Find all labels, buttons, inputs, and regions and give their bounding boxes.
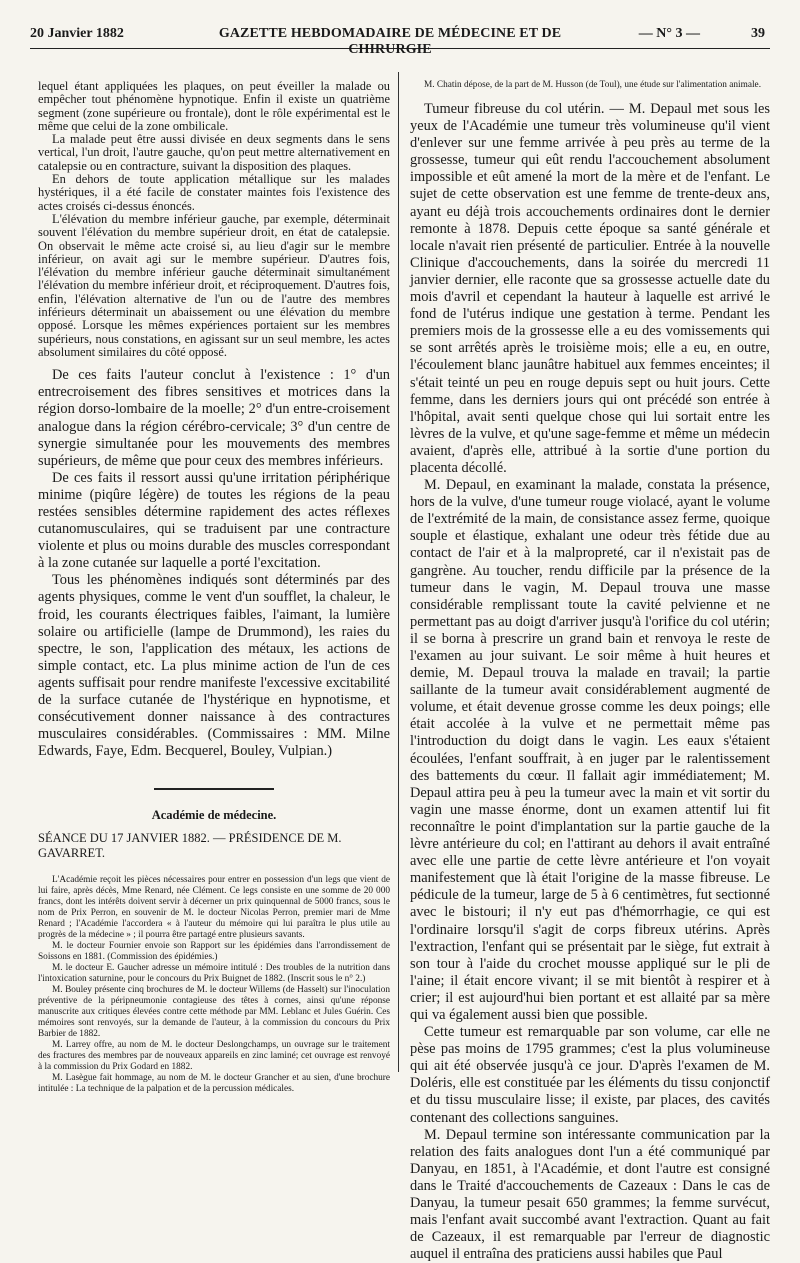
notice: M. le docteur E. Gaucher adresse un mémoire intitulé : Des troubles de la nutrition dans l'intoxication saturnine, pour le concours du Prix Buignet de 1882. (Inscrit sous le n° 2.) (38, 963, 390, 985)
right-column (410, 80, 770, 1263)
intro-note: M. Chatin dépose, de la part de M. Husson (de Toul), une étude sur l'alimentation animale. (424, 80, 762, 90)
paragraph: L'élévation du membre inférieur gauche, par exemple, déterminait souvent l'élévation du membre supérieur droit, en état de catalepsie. On observait le même acte croisé si, au lieu d'agir sur le membre inférieur, on avait agi sur le membre supérieur. D'autres fois, l'élévation du membre inférieur gauche déterminait simultanément l'élévation du membre inférieur droit, et réciproquement. D'autres fois, enfin, l'élévation alternative de l'un ou de l'autre des membres inférieurs déterminait un abaissement ou une élévation du membre opposé. Lorsque les mêmes expériences portaient sur les membres supérieurs, nous constations, en agissant sur un seul membre, les actes absolument similaires du côté opposé. (38, 211, 390, 359)
paragraph: Tous les phénomènes indiqués sont déterminés par des agents physiques, comme le vent d'un soufflet, la chaleur, le froid, les courants électriques faibles, l'aimant, la lumière solaire ou artificielle (lampe de Drummond), les raies du spectre, le son, l'application des métaux, les actions de simple contact, etc. La plus minime action de l'un de ces agents suffisait pour rendre manifeste l'excessive excitabilité de la surface cutanée de l'hystérique en hypnotisme, et consécutivement donner naissance à des contractures musculaires considérables. (Commissaires : MM. Milne Edwards, Faye, Edm. Becquerel, Bouley, Vulpian.) (38, 572, 390, 760)
spacer (38, 359, 390, 367)
spacer (38, 760, 390, 788)
notice: M. Bouley présente cinq brochures de M. le docteur Willems (de Hasselt) sur l'inoculation préventive de la péripneumonie contagieuse des têtes à cornes, ainsi qu'une réponse manuscrite aux critiques élevées contre cette méthode par MM. Leblanc et Jules Guérin. Ces mémoires sont renvoyés, sur la demande de l'auteur, à la commission du concours du Prix Barbier de 1882. (38, 985, 390, 1040)
spacer (38, 823, 390, 831)
paragraph: Tumeur fibreuse du col utérin. — M. Depaul met sous les yeux de l'Académie une tumeur très volumineuse qu'il vient d'enlever sur une femme arrivée à peu près au terme de la grossesse, tumeur qui eût rendu l'accouchement absolument impossible et eût amené la mort de la mère et de l'enfant. Le sujet de cette observation est une femme de trente-deux ans, ayant eu déjà trois accouchements ordinaires dont le dernier remonte à 1878. Depuis cette époque sa santé générale et locale n'avait rien présenté de particulier. Entrée à la nouvelle Clinique d'accouchements, dans la soirée du mercredi 11 janvier dernier, elle raconte que sa grossesse actuelle date du mois d'avril et cependant la hauteur à laquelle est arrivé le fond de l'utérus indique une gestation à terme. Pendant les premiers mois de la grossesse elle a eu des vomissements qui se sont arrêtés après le troisième mois; elle a eu, en outre, l'écoulement blanc jaunâtre habituel aux femmes enceintes; il s'était teinté un peu en rouge depuis sept ou huit jours. Cette femme, dans les derniers jours qui ont précédé son entrée à l'hôpital, avait senti quelque chose qui lui sortait entre les lèvres de la vulve, et qu'une sage-femme et même un médecin avaient, d'après elle, attribué à la sortie d'une portion du placenta décollé. (410, 101, 770, 476)
paragraph: Cette tumeur est remarquable par son volume, car elle ne pèse pas moins de 1795 grammes; c'est la plus volumineuse qui ait été observée jusqu'à ce jour. D'après l'examen de M. Doléris, elle est constituée par les éléments du tissu conjonctif et du tissu musculaire lisse; il existe, par places, des cavités contenant des collections sanguines. (410, 1024, 770, 1126)
section-title: Académie de médecine. (151, 808, 277, 823)
paragraph: De ces faits l'auteur conclut à l'existence : 1° d'un entrecroisement des fibres sensitives et motrices dans la région dorso-lombaire de la moelle; 2° d'un entre-croisement analogue dans la région cérébro-cervicale; 3° d'un centre de synergie simultanée pour les mouvements des membres supérieurs, de même que pour ceux des membres inférieurs. (38, 367, 390, 469)
spacer (410, 91, 770, 101)
notice: M. Larrey offre, au nom de M. le docteur Deslongchamps, un ouvrage sur le traitement des fractures des membres par de nouveaux appareils en zinc laminé; cet ouvrage est renvoyé à la commission du Prix Godard en 1882. (38, 1040, 390, 1073)
paragraph: M. Depaul, en examinant la malade, constata la présence, hors de la vulve, d'une tumeur rouge violacé, ayant le volume de l'extrémité de la main, de consistance assez ferme, quoique souple et élastique, exhalant une odeur très fétide due au contact de l'air et à la malpropreté, car il n'existait pas de gangrène. Au toucher, rendu difficile par la présence de la tumeur dans le vagin, M. Depaul trouva une masse considérable remplissant toute la cavité pelvienne et ne permettant pas au doigt d'arriver jusqu'à l'orifice du col utérin; il se borna à prescrire un grand bain et renvoya le reste de l'examen au jour suivant. Le soir même à huit heures et demie, M. Depaul trouva la malade en travail; la partie saillante de la tumeur avait considérablement augmenté de volume, et était devenue grosse comme les deux poings; elle était accolée à la vulve et ne permettait même pas l'introduction du doigt dans le vagin. Les eaux s'étaient écoulées, l'enfant souffrait, à en juger par le ralentissement des battements du cœur. Il fallait agir immédiatement; M. Depaul attira peu à peu la tumeur avec la main et vit sortir du vagin une masse énorme, dont un examen attentif lui fit reconnaître le point d'implantation sur la partie gauche de la lèvre antérieure du col; en l'attirant au dehors il avait entraîné avec elle une partie de cette lèvre antérieure et l'on voyait manifestement que là était l'origine de la masse fibreuse. Le pédicule de la tumeur, large de 5 à 6 centimètres, fut sectionné avec le bistouri; il n'y eut pas d'hémorrhagie, ce qui est l'ordinaire lorsqu'il s'agit de corps fibreux utérins. Après l'extraction, l'enfant qui se présentait par le siège, fut extrait à son tour à l'aide du crochet mousse appliqué sur le pli de l'aine; il était encore vivant; il se mit bientôt à respirer et à crier; il est aujourd'hui bien portant et est allaité par sa mère qui va également aussi bien que possible. (410, 477, 770, 1023)
notice: L'Académie reçoit les pièces nécessaires pour entrer en possession d'un legs que vient de lui faire, après décès, Mme Renard, née Clément. Ce legs consiste en une somme de 20 000 francs, dont les intérêts doivent servir à décerner un prix quinquennal de 5000 francs, sous le nom de Prix Perron, en souvenir de M. le docteur Nicolas Perron, premier mari de Mme Renard ; l'Académie l'accordera « à l'auteur du mémoire qui lui paraîtra le plus utile au progrès de la médecine » ; il pourra être partagé entre plusieurs savants. (38, 875, 390, 941)
paragraph: De ces faits il ressort aussi qu'une irritation périphérique minime (piqûre légère) de toutes les régions de la peau restées sensibles détermine rapidement des actes réflexes cutanomusculaires, qui se traduisent par une contracture violente et plus ou moins durable des muscles correspondant à la zone cutanée sur laquelle a porté l'excitation. (38, 469, 390, 572)
page-header (30, 26, 770, 57)
left-column (38, 80, 390, 1095)
paragraph: lequel étant appliquées les plaques, on peut éveiller la malade ou empêcher tout phénomène hypnotique. Enfin il existe un quatrième segment (zone supérieure ou frontale), dont le rôle expérimental est le même que celui de la zone ombilicale. (38, 79, 390, 133)
column-divider (398, 72, 399, 1072)
paragraph: M. Depaul termine son intéressante communication par la relation des faits analogues dont l'un a été communiqué par Danyau, en 1851, à l'Académie, et dont l'autre est consigné dans le Traité d'accouchements de Cazeaux : Dans le cas de Danyau, la tumeur pesait 650 grammes; la femme survécut, mais l'enfant avait succombé avant l'extraction. Quant au fait de Cazeaux, il est remarquable par l'erreur de diagnostic auquel il entraîna des praticiens aussi habiles que Paul (410, 1126, 770, 1263)
spacer (38, 861, 390, 875)
session-heading: SÉANCE DU 17 JANVIER 1882. — PRÉSIDENCE DE M. GAVARRET. (38, 831, 342, 861)
header-title: GAZETTE HEBDOMADAIRE DE MÉDECINE ET DE CHIRURGIE (218, 26, 562, 57)
header-page-number: 39 (751, 26, 765, 41)
spacer (38, 790, 390, 808)
notice: M. Lasègue fait hommage, au nom de M. le docteur Grancher et au sien, d'une brochure intitulée : La technique de la palpation et de la percussion médicales. (38, 1073, 390, 1095)
header-issue: — N° 3 — (638, 26, 700, 41)
paragraph: En dehors de toute application métallique sur les malades hystériques, il a été facile de constater maintes fois l'existence des actes croisés ci-dessus énoncés. (38, 172, 390, 213)
header-date: 20 Janvier 1882 (30, 26, 124, 41)
notice: M. le docteur Fournier envoie son Rapport sur les épidémies dans l'arrondissement de Soissons en 1881. (Commission des épidémies.) (38, 941, 390, 963)
paragraph: La malade peut être aussi divisée en deux segments dans le sens vertical, l'un droit, l'autre gauche, qu'on peut mettre alternativement en catalepsie ou en contracture, suivant la disposition des plaques. (38, 132, 390, 173)
